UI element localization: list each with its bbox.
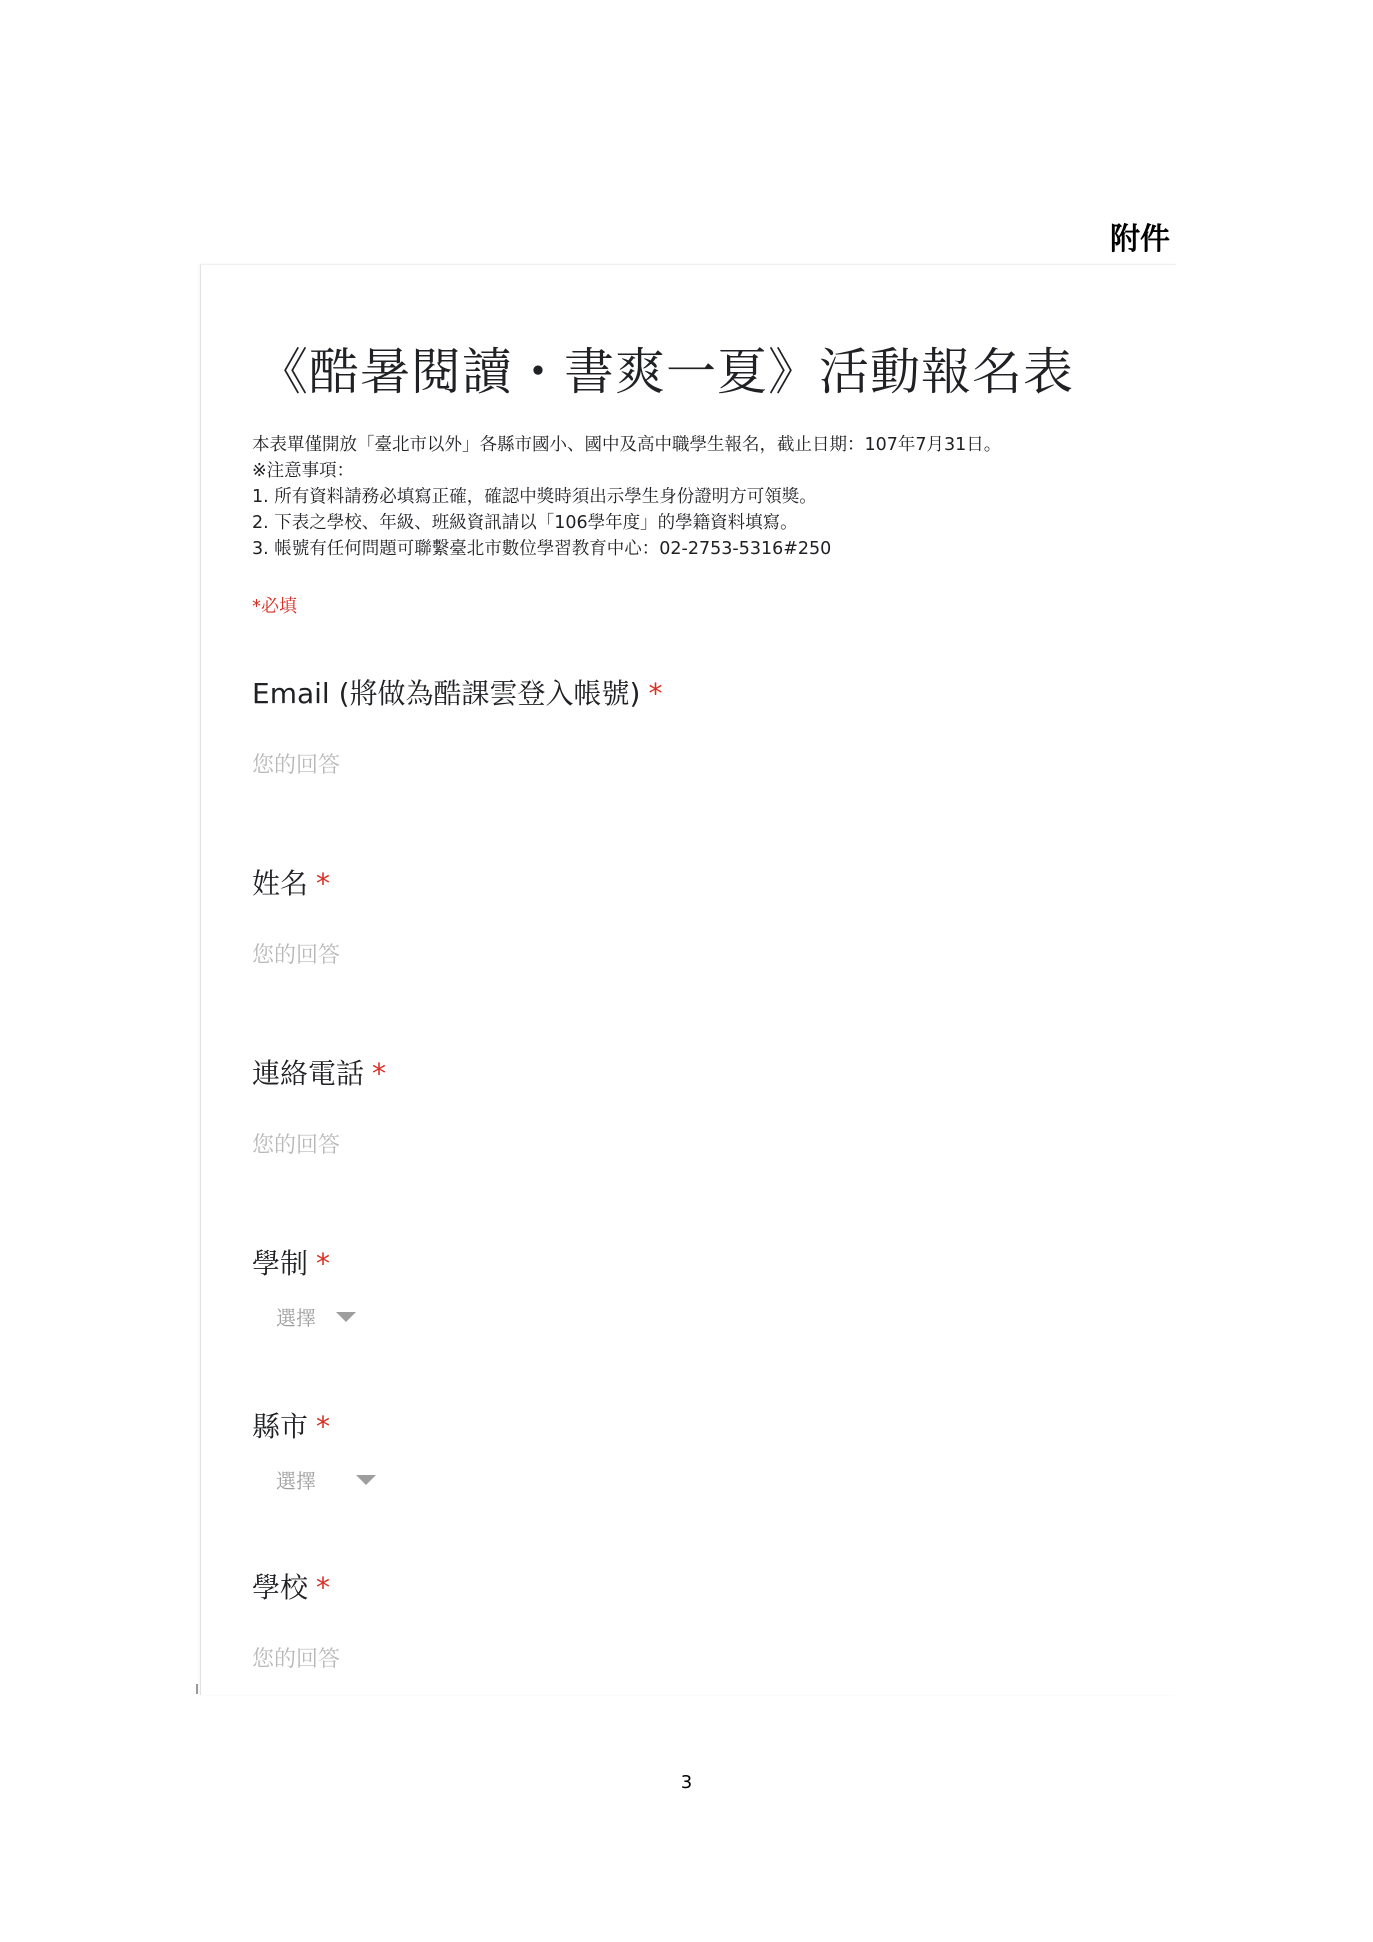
required-star: * <box>316 1571 331 1604</box>
school-input[interactable]: 您的回答 <box>252 1647 341 1672</box>
question-title <box>252 1242 1132 1282</box>
question-school-system <box>252 1242 1132 1331</box>
question-label: 學制 <box>252 1247 309 1280</box>
card-edge-mark <box>196 1684 198 1694</box>
question-school <box>252 1566 1132 1673</box>
question-title <box>252 1405 1132 1445</box>
page-number: 3 <box>680 1772 693 1793</box>
required-note: *必填 <box>252 596 297 617</box>
question-title <box>252 1566 1132 1606</box>
question-title <box>252 862 1132 902</box>
description-line: 2. 下表之學校、年級、班級資訊請以「106學年度」的學籍資料填寫。 <box>252 513 798 533</box>
question-label: 姓名 <box>252 867 309 900</box>
question-label: 連絡電話 <box>252 1057 365 1090</box>
required-star: * <box>372 1057 387 1090</box>
dropdown-arrow-icon <box>336 1312 356 1322</box>
email-input[interactable]: 您的回答 <box>252 753 341 778</box>
form-description <box>252 432 1152 562</box>
attachment-label: 附件 <box>1110 222 1170 257</box>
description-line: 1. 所有資料請務必填寫正確，確認中獎時須出示學生身份證明方可領獎。 <box>252 487 817 507</box>
description-line: ※注意事項： <box>252 461 355 481</box>
question-phone <box>252 1052 1132 1159</box>
required-star: * <box>316 867 331 900</box>
question-label: 縣市 <box>252 1410 309 1443</box>
question-name <box>252 862 1132 969</box>
description-line: 本表單僅開放「臺北市以外」各縣市國小、國中及高中職學生報名，截止日期：107年7月31日。 <box>252 435 1002 455</box>
select-value: 選擇 <box>276 1306 316 1330</box>
question-email <box>252 672 1132 779</box>
phone-input[interactable]: 您的回答 <box>252 1133 341 1158</box>
name-input[interactable]: 您的回答 <box>252 943 341 968</box>
description-line: 3. 帳號有任何問題可聯繫臺北市數位學習教育中心：02-2753-5316#250 <box>252 539 832 559</box>
question-city <box>252 1405 1132 1494</box>
form-title: 《酷暑閱讀・書爽一夏》活動報名表 <box>258 343 1074 401</box>
question-label: 學校 <box>252 1571 309 1604</box>
required-star: * <box>316 1247 331 1280</box>
school-system-select[interactable] <box>276 1302 356 1331</box>
city-select[interactable] <box>276 1465 376 1494</box>
dropdown-arrow-icon <box>356 1475 376 1485</box>
select-value: 選擇 <box>276 1469 316 1493</box>
required-star: * <box>316 1410 331 1443</box>
required-star: * <box>648 677 663 710</box>
question-label: Email (將做為酷課雲登入帳號) <box>252 677 641 710</box>
question-title <box>252 1052 1132 1092</box>
question-title <box>252 672 1132 712</box>
